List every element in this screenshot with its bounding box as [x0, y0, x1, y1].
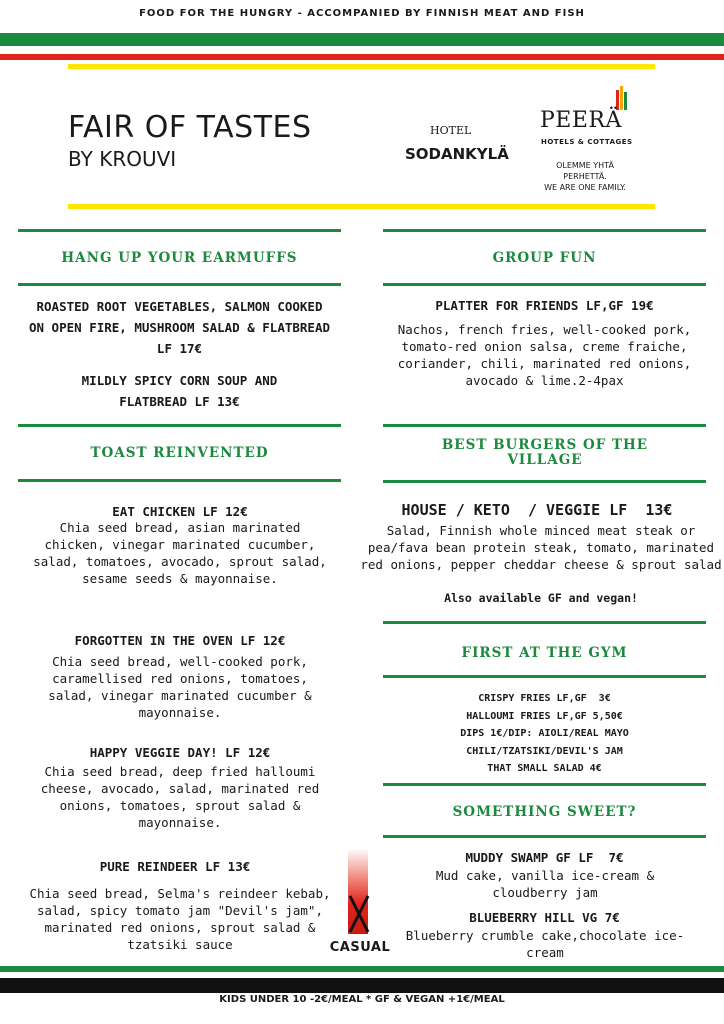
peera-flame-icon [612, 84, 632, 110]
stripe-green-bottom [0, 966, 724, 972]
menu-item-desc: Chia seed bread, Selma's reindeer kebab, salad, spicy tomato jam "Devil's jam", marinated red onions, sprout salad & tzatsiki sauce [29, 886, 331, 952]
section-heading-earmuffs: HANG UP YOUR EARMUFFS [61, 250, 298, 266]
section-heading-sweet: SOMETHING SWEET? [452, 804, 637, 820]
section-heading-gym: FIRST AT THE GYM [461, 645, 628, 661]
menu-item-title: PLATTER FOR FRIENDS LF,GF 19€ [435, 298, 654, 313]
list-item: THAT SMALL SALAD 4€ [487, 763, 602, 774]
restaurant-title: FAIR OF TASTES [68, 110, 312, 145]
menu-item-title-burger: HOUSE / KETO / VEGGIE LF 13€ [401, 501, 673, 519]
stripe-black-bottom [0, 978, 724, 993]
menu-item-desc: Salad, Finnish whole minced meat steak or pea/fava bean protein steak, tomato, marinated red onions, pepper cheddar cheese & sprout salad [360, 523, 722, 572]
divider [18, 283, 341, 286]
peera-tagline [535, 160, 635, 193]
sides-list [383, 690, 706, 778]
menu-item-desc: Blueberry crumble cake,chocolate ice-cream [405, 928, 685, 960]
divider [18, 229, 341, 232]
menu-item-desc: Chia seed bread, deep fried halloumi cheese, avocado, salad, marinated red onions, tomatoes, sprout salad & mayonnaise. [40, 764, 320, 830]
peera-logo: PEERÄ [540, 108, 622, 133]
section-heading-toast: TOAST REINVENTED [90, 445, 269, 461]
menu-item-desc: Chia seed bread, asian marinated chicken, vinegar marinated cucumber, salad, tomatoes, avocado, sprout salad, sesame seeds & mayonnaise. [33, 520, 327, 586]
menu-item-desc: Mud cake, vanilla ice-cream & cloudberry jam [435, 868, 655, 900]
divider [383, 480, 706, 483]
list-item: CRISPY FRIES LF,GF 3€ [478, 693, 611, 704]
divider [18, 424, 341, 427]
peera-tagline-fi: OLEMME YHTÄ PERHETTÄ. [556, 161, 614, 181]
divider [18, 479, 341, 482]
menu-item-desc: Nachos, french fries, well-cooked pork, tomato-red onion salsa, creme fraiche, coriander, chili, marinated red onions, avocado & lime.2-4pax [397, 322, 692, 388]
menu-item-title: HAPPY VEGGIE DAY! LF 12€ [89, 745, 271, 760]
hotel-label: HOTEL [430, 124, 472, 137]
menu-item-title: EAT CHICKEN LF 12€ [112, 504, 248, 519]
menu-item-salmon: ROASTED ROOT VEGETABLES, SALMON COOKED ON OPEN FIRE, MUSHROOM SALAD & FLATBREAD LF 17€ [28, 299, 331, 356]
stripe-yellow-top [68, 64, 655, 69]
knife-cross-icon [346, 894, 372, 934]
menu-item-title: MUDDY SWAMP GF LF 7€ [465, 850, 624, 865]
menu-item-title: BLUEBERRY HILL VG 7€ [469, 910, 620, 925]
divider [383, 783, 706, 786]
divider [383, 283, 706, 286]
menu-item-title: PURE REINDEER LF 13€ [99, 859, 251, 874]
divider [383, 675, 706, 678]
menu-item-note: Also available GF and vegan! [444, 591, 638, 605]
stripe-red-top [0, 54, 724, 60]
list-item: HALLOUMI FRIES LF,GF 5,50€ [466, 710, 623, 722]
hotel-name: SODANKYLÄ [405, 145, 509, 163]
section-heading-group-fun: GROUP FUN [492, 250, 597, 266]
peera-sub: HOTELS & COTTAGES [541, 138, 633, 146]
list-item: CHILI/TZATSIKI/DEVIL'S JAM [466, 745, 623, 757]
footer-note: KIDS UNDER 10 -2€/MEAL * GF & VEGAN +1€/MEAL [219, 994, 505, 1005]
divider [383, 229, 706, 232]
divider [383, 621, 706, 624]
section-heading-burgers: BEST BURGERS OF THE VILLAGE [441, 437, 649, 468]
casual-logo [329, 848, 391, 958]
divider [383, 424, 706, 427]
list-item: DIPS 1€/DIP: AIOLI/REAL MAYO [460, 728, 629, 739]
divider [383, 835, 706, 838]
menu-item-title: FORGOTTEN IN THE OVEN LF 12€ [74, 633, 286, 648]
stripe-yellow-mid [68, 204, 655, 209]
menu-item-desc: Chia seed bread, well-cooked pork, caramellised red onions, tomatoes, salad, vinegar marinated cucumber & mayonnaise. [48, 654, 312, 720]
header-tagline: FOOD FOR THE HUNGRY - ACCOMPANIED BY FINNISH MEAT AND FISH [0, 0, 724, 28]
peera-tagline-en: WE ARE ONE FAMILY. [544, 183, 626, 192]
restaurant-subtitle: BY KROUVI [68, 147, 177, 171]
stripe-green-top [0, 33, 724, 46]
casual-logo-text: CASUAL [329, 940, 391, 955]
menu-item-corn-soup: MILDLY SPICY CORN SOUP AND FLATBREAD LF 13€ [81, 373, 278, 409]
